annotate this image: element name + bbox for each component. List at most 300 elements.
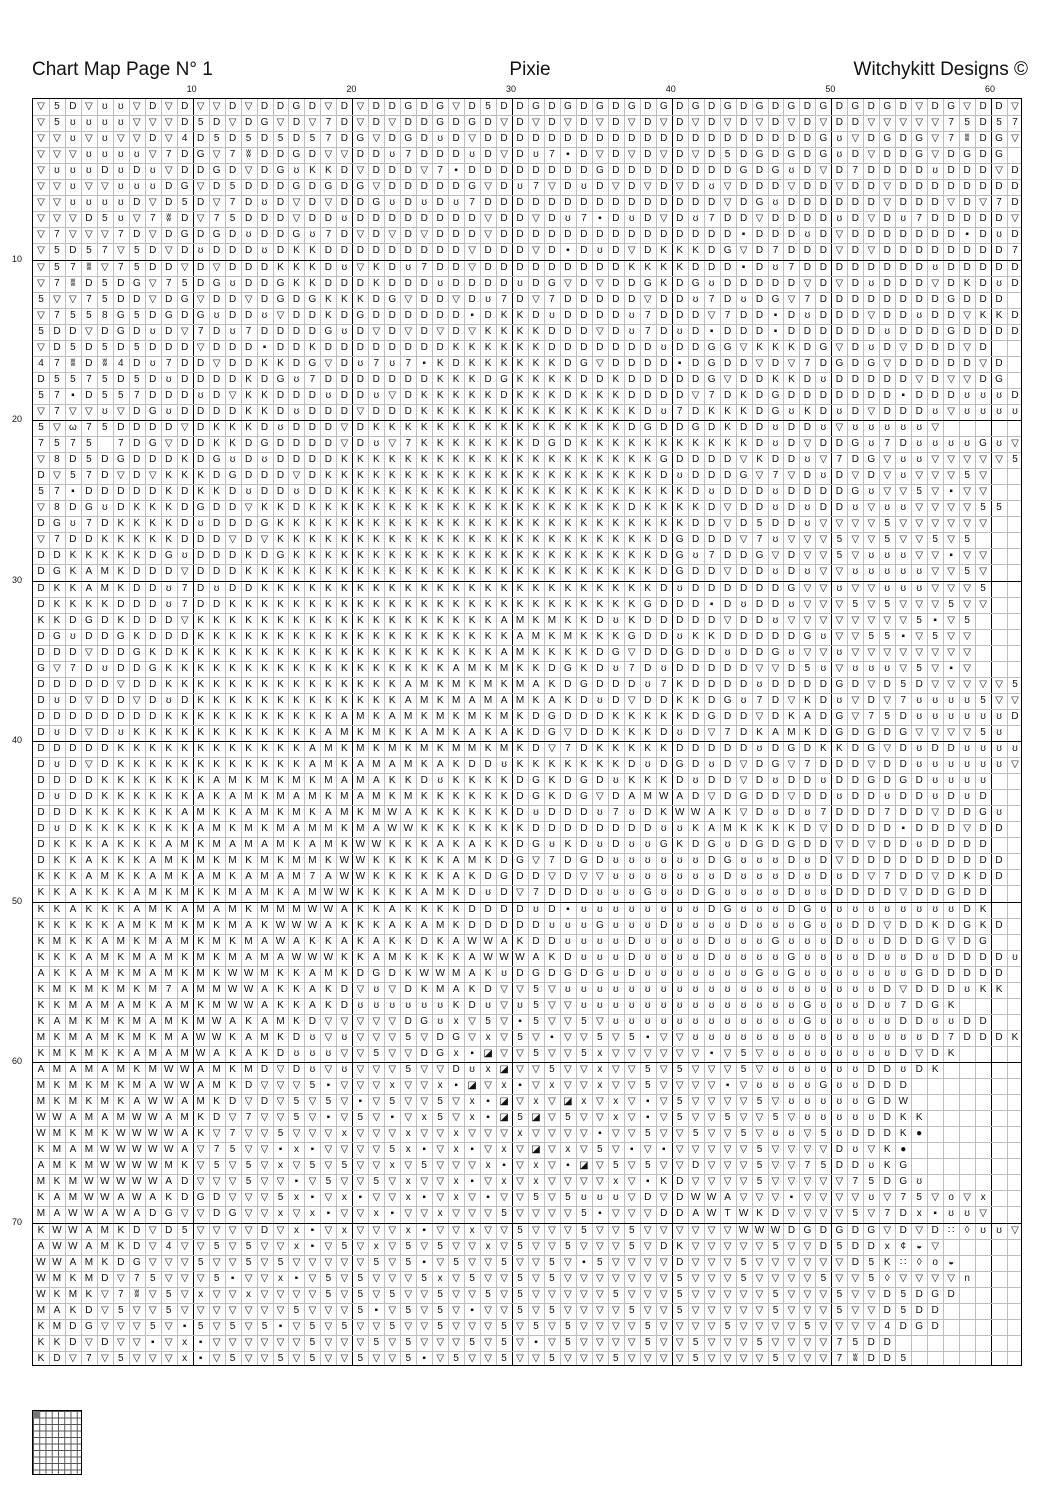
stitch-symbol: ʊ [720, 950, 736, 966]
stitch-symbol: 5 [81, 308, 97, 324]
stitch-symbol: W [352, 837, 368, 853]
stitch-symbol: ▽ [879, 741, 895, 757]
stitch-symbol: W [736, 1206, 752, 1222]
stitch-symbol: M [368, 725, 384, 741]
stitch-symbol: ▽ [720, 1062, 736, 1078]
stitch-symbol: ▽ [368, 1158, 384, 1174]
stitch-symbol: K [209, 677, 225, 693]
stitch-symbol: 7 [65, 436, 81, 452]
stitch-symbol: K [209, 709, 225, 725]
stitch-symbol: K [576, 661, 592, 677]
stitch-symbol: x [496, 1142, 512, 1158]
stitch-symbol: K [177, 709, 193, 725]
stitch-symbol: D [640, 661, 656, 677]
stitch-symbol: K [991, 308, 1007, 324]
stitch-symbol: ▽ [113, 243, 129, 259]
stitch-symbol: D [161, 227, 177, 243]
stitch-symbol: D [384, 243, 400, 259]
stitch-symbol: 5 [113, 1303, 129, 1319]
stitch-symbol: ▽ [368, 131, 384, 147]
stitch-symbol: ▽ [959, 484, 975, 500]
stitch-symbol: ▪ [193, 1335, 209, 1351]
stitch-symbol: D [576, 885, 592, 901]
stitch-symbol: K [416, 805, 432, 821]
stitch-symbol: ▽ [241, 1335, 257, 1351]
stitch-symbol: ▽ [592, 1014, 608, 1030]
stitch-symbol: D [512, 902, 528, 918]
stitch-symbol: K [576, 629, 592, 645]
stitch-symbol: 5 [799, 1319, 815, 1335]
stitch-symbol: K [879, 1158, 895, 1174]
stitch-symbol: D [975, 131, 991, 147]
stitch-symbol: K [113, 1094, 129, 1110]
stitch-symbol: G [624, 99, 640, 115]
stitch-symbol: K [129, 805, 145, 821]
stitch-symbol: ▽ [799, 1255, 815, 1271]
stitch-symbol: G [145, 661, 161, 677]
stitch-symbol: ʊ [113, 179, 129, 195]
stitch-symbol: D [847, 789, 863, 805]
stitch-symbol: K [592, 484, 608, 500]
stitch-symbol: ▽ [624, 1126, 640, 1142]
stitch-symbol: D [895, 709, 911, 725]
stitch-symbol: K [113, 757, 129, 773]
stitch-symbol: ▽ [943, 452, 959, 468]
stitch-symbol: ʊ [241, 227, 257, 243]
stitch-symbol: ▽ [656, 1335, 672, 1351]
stitch-symbol: ▽ [193, 1206, 209, 1222]
stitch-symbol: G [464, 179, 480, 195]
stitch-symbol: ▽ [911, 597, 927, 613]
stitch-symbol: x [528, 1158, 544, 1174]
stitch-symbol: D [97, 1271, 113, 1287]
stitch-symbol: D [129, 163, 145, 179]
stitch-symbol: D [416, 1046, 432, 1062]
stitch-symbol: G [576, 789, 592, 805]
stitch-symbol: D [799, 147, 815, 163]
stitch-symbol: ▽ [640, 1255, 656, 1271]
stitch-symbol: ▽ [528, 115, 544, 131]
stitch-symbol: M [304, 789, 320, 805]
stitch-symbol: ʬ [161, 211, 177, 227]
stitch-symbol: G [975, 436, 991, 452]
stitch-symbol: ▽ [815, 1255, 831, 1271]
stitch-symbol: ʊ [815, 420, 831, 436]
stitch-symbol: D [752, 276, 768, 292]
stitch-symbol: ▽ [368, 1014, 384, 1030]
stitch-symbol: A [464, 725, 480, 741]
stitch-symbol: W [512, 950, 528, 966]
stitch-symbol: D [320, 276, 336, 292]
stitch-symbol: ▽ [943, 372, 959, 388]
stitch-symbol: ▽ [879, 115, 895, 131]
stitch-symbol: D [911, 1014, 927, 1030]
stitch-symbol: D [97, 452, 113, 468]
stitch-symbol: D [959, 837, 975, 853]
stitch-symbol: ▪ [927, 1206, 943, 1222]
stitch-symbol: ▽ [257, 1190, 273, 1206]
stitch-symbol: ▽ [241, 1190, 257, 1206]
stitch-symbol: K [336, 452, 352, 468]
stitch-symbol: K [257, 693, 273, 709]
stitch-symbol: ▽ [799, 1126, 815, 1142]
stitch-symbol: ▽ [288, 1158, 304, 1174]
stitch-symbol: ▽ [592, 1351, 608, 1367]
stitch-symbol: D [480, 372, 496, 388]
stitch-symbol: D [400, 115, 416, 131]
stitch-symbol: G [863, 452, 879, 468]
stitch-symbol: ▽ [704, 1287, 720, 1303]
stitch-symbol: A [416, 918, 432, 934]
stitch-symbol: K [400, 725, 416, 741]
stitch-symbol: K [592, 516, 608, 532]
stitch-symbol: A [368, 821, 384, 837]
stitch-symbol: D [1007, 260, 1023, 276]
stitch-symbol: ʊ [656, 902, 672, 918]
stitch-symbol: K [33, 1046, 49, 1062]
stitch-symbol: D [416, 243, 432, 259]
stitch-symbol: 5 [528, 1190, 544, 1206]
stitch-symbol: K [65, 869, 81, 885]
stitch-symbol: D [815, 837, 831, 853]
stitch-symbol: K [257, 388, 273, 404]
stitch-symbol: ʊ [991, 436, 1007, 452]
stitch-symbol: 7 [49, 388, 65, 404]
stitch-symbol: D [720, 581, 736, 597]
stitch-symbol: ▽ [752, 1126, 768, 1142]
stitch-symbol: A [496, 934, 512, 950]
stitch-symbol: K [49, 1174, 65, 1190]
stitch-symbol: ▽ [209, 1174, 225, 1190]
stitch-symbol: D [799, 388, 815, 404]
stitch-symbol: D [1007, 388, 1023, 404]
stitch-symbol: ▽ [145, 1223, 161, 1239]
stitch-symbol: D [257, 292, 273, 308]
stitch-symbol: G [209, 452, 225, 468]
stitch-symbol: K [288, 581, 304, 597]
stitch-symbol: K [113, 1078, 129, 1094]
stitch-symbol: ▽ [688, 1142, 704, 1158]
stitch-symbol: D [704, 163, 720, 179]
stitch-symbol: ʊ [959, 693, 975, 709]
stitch-symbol: A [145, 1190, 161, 1206]
stitch-symbol: A [288, 821, 304, 837]
stitch-symbol: D [624, 356, 640, 372]
stitch-symbol: ▽ [320, 1062, 336, 1078]
stitch-symbol: K [81, 1287, 97, 1303]
stitch-symbol: ʊ [528, 805, 544, 821]
stitch-symbol: K [895, 1110, 911, 1126]
stitch-symbol: K [560, 581, 576, 597]
stitch-symbol: D [799, 243, 815, 259]
stitch-symbol: M [288, 869, 304, 885]
stitch-symbol: A [49, 1014, 65, 1030]
stitch-symbol: D [416, 211, 432, 227]
stitch-symbol: G [145, 436, 161, 452]
stitch-symbol: D [464, 99, 480, 115]
stitch-symbol: 5 [273, 1190, 289, 1206]
stitch-symbol: D [97, 693, 113, 709]
stitch-symbol: M [193, 1094, 209, 1110]
stitch-symbol: K [480, 324, 496, 340]
stitch-symbol: K [225, 805, 241, 821]
stitch-symbol: ʊ [145, 356, 161, 372]
stitch-symbol: ʊ [879, 564, 895, 580]
stitch-symbol: ▽ [736, 1094, 752, 1110]
stitch-symbol: ▽ [448, 1206, 464, 1222]
stitch-symbol: ▽ [688, 1239, 704, 1255]
stitch-symbol: D [544, 260, 560, 276]
stitch-symbol: D [959, 260, 975, 276]
stitch-symbol: M [320, 757, 336, 773]
stitch-symbol: D [895, 1014, 911, 1030]
stitch-symbol: ▽ [352, 1174, 368, 1190]
stitch-symbol: M [241, 1062, 257, 1078]
stitch-symbol: ▽ [512, 1142, 528, 1158]
stitch-symbol: 7 [768, 468, 784, 484]
stitch-symbol: ▽ [528, 1223, 544, 1239]
stitch-symbol: ▪ [560, 1158, 576, 1174]
stitch-symbol: ▽ [815, 564, 831, 580]
stitch-symbol: ▽ [911, 516, 927, 532]
stitch-symbol: K [225, 821, 241, 837]
stitch-symbol: D [752, 324, 768, 340]
stitch-symbol: ▽ [257, 1126, 273, 1142]
stitch-symbol: 7 [783, 260, 799, 276]
stitch-symbol: K [209, 757, 225, 773]
stitch-symbol: ▽ [33, 227, 49, 243]
stitch-symbol: ▽ [783, 356, 799, 372]
stitch-symbol: ʊ [768, 1046, 784, 1062]
stitch-symbol: ▽ [799, 1335, 815, 1351]
stitch-symbol: K [368, 918, 384, 934]
stitch-symbol: ʊ [768, 853, 784, 869]
stitch-symbol: D [879, 147, 895, 163]
stitch-symbol: G [161, 548, 177, 564]
stitch-symbol: D [991, 356, 1007, 372]
stitch-symbol: x [879, 1239, 895, 1255]
stitch-symbol: G [496, 372, 512, 388]
stitch-symbol: ▽ [624, 1319, 640, 1335]
stitch-symbol: ʊ [799, 1062, 815, 1078]
stitch-symbol: ▽ [592, 276, 608, 292]
stitch-symbol: 5 [416, 1271, 432, 1287]
stitch-symbol: ▽ [368, 179, 384, 195]
stitch-symbol: 5 [384, 1142, 400, 1158]
stitch-symbol: W [288, 918, 304, 934]
stitch-symbol: D [640, 163, 656, 179]
stitch-symbol: ▽ [193, 1303, 209, 1319]
stitch-symbol: 5 [65, 308, 81, 324]
stitch-symbol: ʊ [257, 243, 273, 259]
stitch-symbol: ▽ [304, 1094, 320, 1110]
stitch-symbol: K [480, 613, 496, 629]
stitch-symbol: K [432, 741, 448, 757]
stitch-symbol: ▽ [400, 1206, 416, 1222]
stitch-symbol: D [911, 404, 927, 420]
stitch-symbol: D [815, 227, 831, 243]
stitch-symbol: ▽ [783, 613, 799, 629]
stitch-symbol: G [225, 1206, 241, 1222]
stitch-symbol: A [65, 885, 81, 901]
stitch-symbol: D [225, 564, 241, 580]
stitch-symbol: D [783, 564, 799, 580]
stitch-symbol: 5 [815, 1126, 831, 1142]
stitch-symbol: D [895, 404, 911, 420]
stitch-symbol: ▽ [592, 1174, 608, 1190]
stitch-symbol: K [464, 613, 480, 629]
stitch-symbol: D [736, 147, 752, 163]
stitch-symbol: ʊ [927, 404, 943, 420]
stitch-symbol: K [161, 661, 177, 677]
stitch-symbol: D [65, 500, 81, 516]
stitch-symbol: 5 [560, 1335, 576, 1351]
stitch-symbol: ▽ [863, 308, 879, 324]
stitch-symbol: ▽ [736, 1158, 752, 1174]
stitch-symbol: D [815, 276, 831, 292]
stitch-symbol: ▽ [576, 1287, 592, 1303]
stitch-symbol: ▽ [608, 1303, 624, 1319]
stitch-symbol: ▽ [783, 1174, 799, 1190]
stitch-symbol: D [831, 821, 847, 837]
stitch-symbol: ▽ [496, 998, 512, 1014]
stitch-symbol: A [193, 789, 209, 805]
stitch-symbol: D [783, 420, 799, 436]
stitch-symbol: ʊ [640, 998, 656, 1014]
stitch-symbol: ▽ [448, 1110, 464, 1126]
stitch-symbol: ▪ [927, 613, 943, 629]
stitch-symbol: ʊ [672, 902, 688, 918]
stitch-symbol: ▽ [97, 1351, 113, 1367]
stitch-symbol: 5 [209, 131, 225, 147]
stitch-symbol: ʊ [895, 452, 911, 468]
stitch-symbol: D [672, 372, 688, 388]
stitch-symbol: D [257, 484, 273, 500]
stitch-symbol: D [304, 420, 320, 436]
stitch-symbol: ▽ [799, 581, 815, 597]
stitch-symbol: ▽ [528, 1303, 544, 1319]
stitch-symbol: D [688, 468, 704, 484]
column-number-label: 60 [985, 84, 995, 94]
stitch-symbol: 5 [544, 1255, 560, 1271]
stitch-symbol: ▽ [624, 645, 640, 661]
stitch-symbol: ▽ [432, 324, 448, 340]
stitch-symbol: x [304, 1206, 320, 1222]
stitch-symbol: D [129, 227, 145, 243]
stitch-symbol: K [528, 597, 544, 613]
stitch-symbol: D [560, 292, 576, 308]
stitch-symbol: D [688, 661, 704, 677]
stitch-symbol: ▽ [544, 1046, 560, 1062]
stitch-symbol: K [161, 805, 177, 821]
stitch-symbol: ▽ [241, 500, 257, 516]
stitch-symbol: D [496, 227, 512, 243]
stitch-symbol: D [560, 131, 576, 147]
stitch-symbol: ʊ [879, 661, 895, 677]
stitch-symbol: ▽ [416, 1319, 432, 1335]
stitch-symbol: W [241, 998, 257, 1014]
stitch-symbol: D [608, 837, 624, 853]
stitch-symbol: K [257, 709, 273, 725]
stitch-symbol: D [831, 934, 847, 950]
stitch-symbol: K [640, 548, 656, 564]
stitch-symbol: K [273, 661, 289, 677]
stitch-symbol: G [752, 195, 768, 211]
stitch-symbol: K [592, 404, 608, 420]
stitch-symbol: D [927, 211, 943, 227]
stitch-symbol: M [512, 645, 528, 661]
stitch-symbol: D [400, 227, 416, 243]
stitch-symbol: K [400, 773, 416, 789]
stitch-symbol: D [943, 340, 959, 356]
stitch-symbol: D [177, 693, 193, 709]
stitch-symbol: 5 [464, 1271, 480, 1287]
stitch-symbol: D [464, 163, 480, 179]
stitch-symbol: K [273, 885, 289, 901]
stitch-symbol: K [480, 581, 496, 597]
stitch-symbol: ʊ [783, 1126, 799, 1142]
stitch-symbol: A [113, 918, 129, 934]
stitch-symbol: M [512, 693, 528, 709]
stitch-symbol: ▽ [815, 1142, 831, 1158]
stitch-symbol: D [831, 1158, 847, 1174]
stitch-symbol: ▽ [752, 709, 768, 725]
stitch-symbol: D [336, 998, 352, 1014]
stitch-symbol: M [49, 1158, 65, 1174]
stitch-symbol: ▪ [416, 1223, 432, 1239]
stitch-symbol: K [688, 821, 704, 837]
stitch-symbol: K [320, 853, 336, 869]
stitch-symbol: D [257, 1094, 273, 1110]
stitch-symbol: K [480, 821, 496, 837]
stitch-symbol: A [81, 950, 97, 966]
stitch-symbol: D [656, 356, 672, 372]
stitch-symbol: ▽ [975, 468, 991, 484]
stitch-symbol: ʊ [768, 564, 784, 580]
stitch-symbol: ▽ [624, 1158, 640, 1174]
stitch-symbol: 5 [368, 1174, 384, 1190]
stitch-symbol: ʬ [81, 260, 97, 276]
stitch-symbol: K [129, 853, 145, 869]
stitch-symbol: M [129, 1014, 145, 1030]
stitch-symbol: G [113, 452, 129, 468]
stitch-symbol: ▽ [241, 1142, 257, 1158]
stitch-symbol: ▽ [704, 1223, 720, 1239]
stitch-symbol: A [384, 709, 400, 725]
stitch-symbol: ▽ [49, 468, 65, 484]
stitch-symbol: K [241, 597, 257, 613]
stitch-symbol: K [688, 436, 704, 452]
stitch-symbol: D [512, 260, 528, 276]
stitch-symbol: D [528, 934, 544, 950]
stitch-symbol: W [656, 789, 672, 805]
stitch-symbol: M [65, 1287, 81, 1303]
stitch-symbol: A [241, 885, 257, 901]
stitch-symbol: M [177, 1046, 193, 1062]
stitch-symbol: A [129, 1094, 145, 1110]
stitch-symbol: 5 [768, 1351, 784, 1367]
stitch-symbol: ʊ [336, 260, 352, 276]
stitch-symbol: 5 [320, 1174, 336, 1190]
stitch-symbol: ▽ [624, 147, 640, 163]
stitch-symbol: D [129, 613, 145, 629]
stitch-symbol: K [177, 821, 193, 837]
stitch-symbol: M [416, 741, 432, 757]
stitch-symbol: D [863, 372, 879, 388]
stitch-symbol: ▽ [927, 677, 943, 693]
stitch-symbol: K [656, 436, 672, 452]
stitch-symbol: G [592, 918, 608, 934]
